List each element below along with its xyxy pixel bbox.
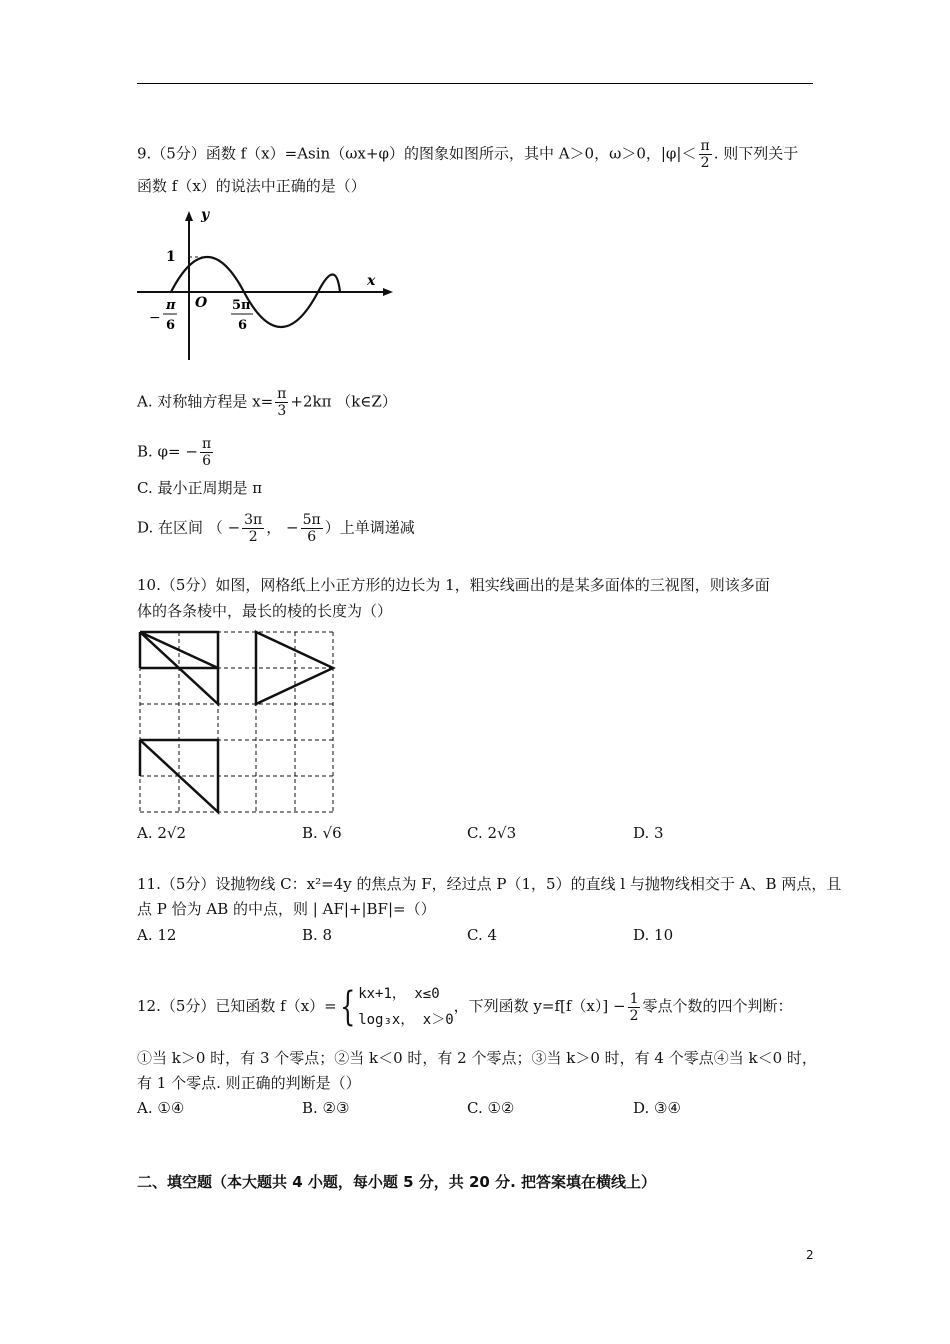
svg-text:π: π: [166, 298, 176, 313]
svg-text:y: y: [201, 207, 210, 223]
q11-option-a: A. 12: [137, 926, 177, 944]
q11-option-d: D. 10: [633, 926, 674, 944]
q9-option-c: C. 最小正周期是 π: [137, 479, 263, 497]
q11-option-c: C. 4: [467, 926, 498, 944]
q11-line1: 11.（5分）设抛物线 C：x²=4y 的焦点为 F，经过点 P（1，5）的直线 l 与抛物线相交于 A、B 两点，且: [137, 875, 842, 893]
q9-line1: 9.（5分）函数 f（x）=Asin（ωx+φ）的图象如图所示，其中 A＞0，ω＞0，|φ|＜ $\frac{\pi}{2}$ . 则下列关于: [137, 138, 799, 171]
q9-phi-condition: |φ|＜: [660, 144, 697, 163]
q11-line2: 点 P 恰为 AB 的中点，则 | AF|+|BF|=（）: [137, 900, 436, 918]
q10-three-view-grid: [138, 630, 338, 816]
svg-text:6: 6: [238, 318, 248, 333]
svg-text:1: 1: [166, 249, 176, 265]
q9-option-b: B. φ= − $\frac{\pi}{6}$: [137, 436, 212, 469]
svg-text:5π: 5π: [232, 298, 251, 313]
q9-line2: 函数 f（x）的说法中正确的是（）: [137, 177, 366, 195]
q10-option-a: A. 2√2: [137, 824, 187, 842]
q9-option-d: D. 在区间 （ − $\frac{3\pi}{2}$ ， − $\frac{5\pi}{6}$ ）上单调递减: [137, 512, 415, 545]
q12-stem: 12.（5分）已知函数 f（x）={ kx+1， x≤0 log₃x， x＞0 ，下列函数 y=f[f（x）] − $\frac{1}{2}$ 零点个数的四个判断：: [137, 978, 793, 1034]
q9-option-a: A. 对称轴方程是 x= $\frac{\pi}{3}$ +2kπ （k∈Z）: [137, 386, 397, 419]
q12-line2: ①当 k＞0 时，有 3 个零点；②当 k＜0 时，有 2 个零点；③当 k＞0 时，有 4 个零点④当 k＜0 时，: [137, 1049, 817, 1067]
svg-text:O: O: [195, 295, 208, 311]
q9-stem-text: 9.（5分）函数 f（x）=Asin（ωx+φ）的图象如图所示，其中 A＞0，ω＞0，: [137, 144, 661, 163]
q9-pi-over-2: $\frac{\pi}{2}$: [700, 138, 710, 171]
q12-line3: 有 1 个零点. 则正确的判断是（）: [137, 1074, 361, 1092]
page-number: 2: [806, 1248, 814, 1262]
svg-text:−: −: [149, 310, 161, 326]
svg-text:x: x: [367, 273, 376, 289]
section-heading: 二、填空题（本大题共 4 小题，每小题 5 分，共 20 分. 把答案填在横线上）: [137, 1173, 657, 1191]
q12-option-b: B. ②③: [302, 1099, 350, 1117]
q10-line1: 10.（5分）如图，网格纸上小正方形的边长为 1，粗实线画出的是某多面体的三视图，则该多面: [137, 576, 770, 594]
q12-piecewise: kx+1， x≤0 log₃x， x＞0: [358, 986, 454, 1028]
header-rule: [137, 83, 813, 84]
q10-option-b: B. √6: [302, 824, 342, 842]
q11-option-b: B. 8: [302, 926, 333, 944]
q12-option-c: C. ①②: [467, 1099, 515, 1117]
q9-sine-graph: [135, 205, 400, 365]
q10-line2: 体的各条棱中，最长的棱的长度为（）: [137, 602, 393, 620]
piecewise-brace: {: [339, 984, 356, 1030]
svg-text:6: 6: [166, 318, 176, 333]
q12-option-a: A. ①④: [137, 1099, 185, 1117]
q10-option-c: C. 2√3: [467, 824, 517, 842]
q12-option-d: D. ③④: [633, 1099, 681, 1117]
q10-option-d: D. 3: [633, 824, 664, 842]
